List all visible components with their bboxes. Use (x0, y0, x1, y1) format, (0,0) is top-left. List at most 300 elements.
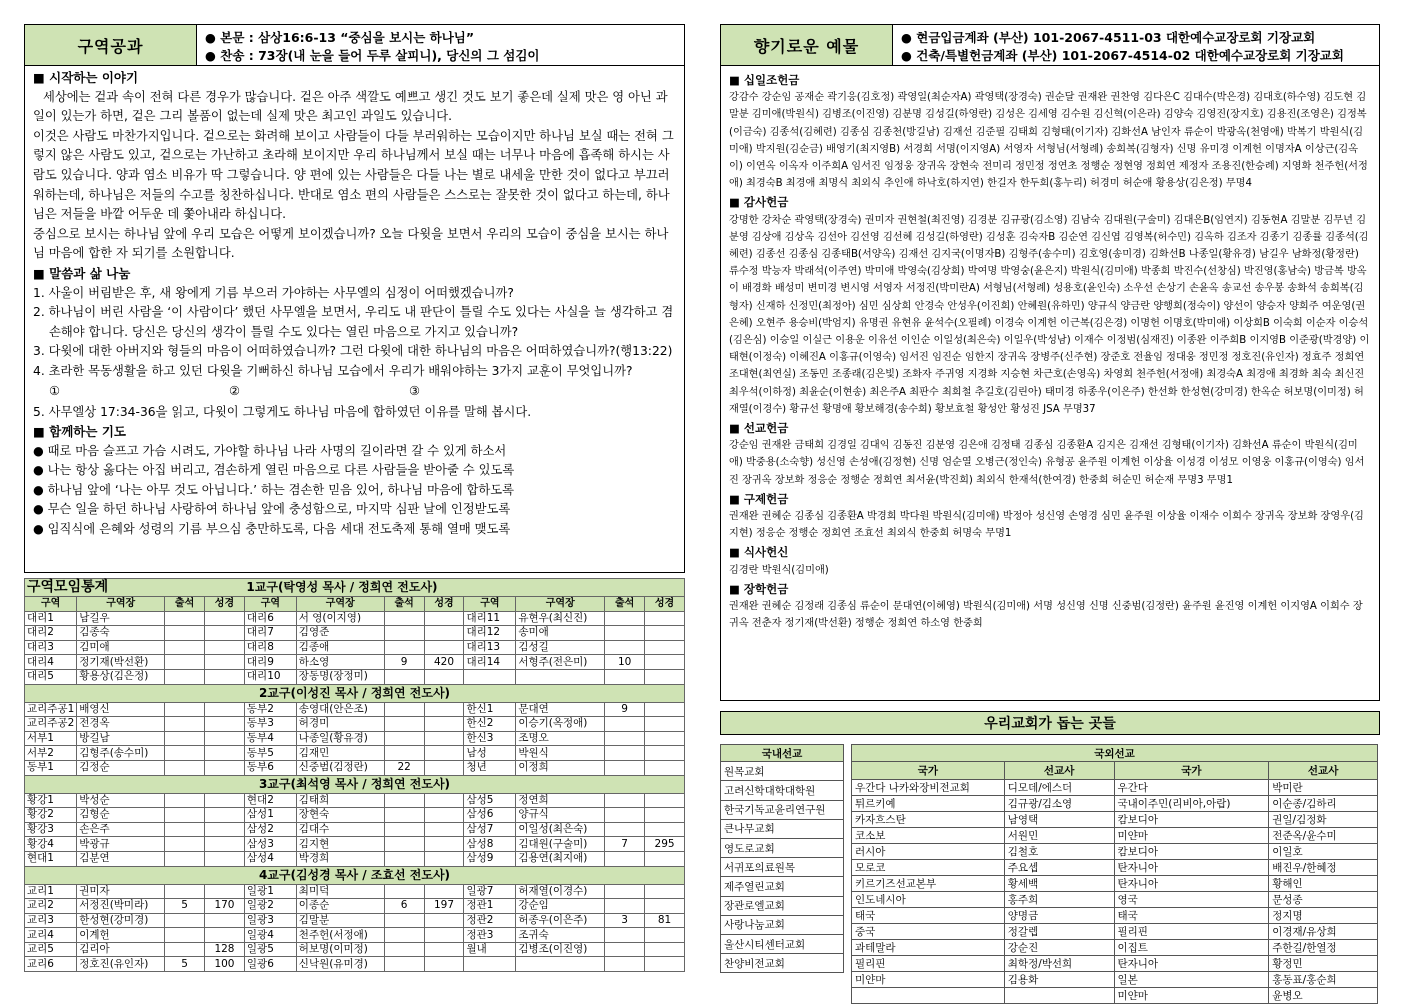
bible-count (424, 822, 464, 837)
mission-country: 과테말라 (852, 939, 1005, 955)
attendance-count (384, 611, 424, 626)
attendance-count (605, 626, 645, 641)
attendance-stats-table (24, 578, 685, 972)
district-name: 교리1 (25, 884, 77, 899)
support-title: 우리교회가 돕는 곳들 (984, 716, 1116, 732)
leader-name: 김종애 (296, 640, 384, 655)
table-row (25, 899, 685, 914)
bible-count (205, 655, 245, 670)
leader-name: 신중범(김정란) (296, 760, 384, 775)
table-row (25, 611, 685, 626)
leader-name: 서형주(전은미) (516, 655, 605, 670)
attendance-count (605, 611, 645, 626)
mission-row (852, 955, 1378, 971)
leader-name: 김지현 (296, 837, 384, 852)
district-name: 정관3 (464, 928, 516, 943)
district-name: 동부2 (244, 702, 296, 717)
general-account-line: ● 현금입금계좌 (부산) 101-2067-4511-03 대한예수교장로회 기장교회 (901, 30, 1316, 45)
attendance-count (384, 626, 424, 641)
mission-country: 캄보디아 (1114, 843, 1269, 859)
lesson-body (24, 65, 685, 573)
leader-name: 전경옥 (77, 717, 165, 732)
blank-3: ③ (409, 383, 421, 398)
leader-name: 허종우(이은주) (516, 913, 605, 928)
table-row (25, 793, 685, 808)
district-name: 대리8 (244, 640, 296, 655)
table-row (25, 942, 685, 957)
district-name: 일광1 (244, 884, 296, 899)
leader-name: 김형순 (77, 808, 165, 823)
table-row (25, 669, 685, 684)
bible-count (205, 669, 245, 684)
district-name: 동부5 (244, 746, 296, 761)
leader-name: 김용연(최지애) (516, 851, 605, 866)
mission-country: 카자흐스탄 (852, 811, 1005, 827)
district-name: 청년 (464, 760, 516, 775)
bible-count (424, 913, 464, 928)
attendance-count (165, 746, 205, 761)
leader-name: 김정순 (77, 760, 165, 775)
attendance-count (605, 808, 645, 823)
district-name: 교리5 (25, 942, 77, 957)
attendance-count (384, 928, 424, 943)
mission-country: 코소보 (852, 827, 1005, 843)
leader-name: 정연희 (516, 793, 605, 808)
table-row (25, 822, 685, 837)
mission-country: 탄자니아 (1114, 875, 1269, 891)
prayer-2: ● 나는 항상 옳다는 아집 버리고, 겸손하게 열린 마음으로 다른 사람들을 받아줄 수 있도록 (33, 463, 515, 478)
col-header: 출석 (165, 597, 205, 612)
mission-country: 필리핀 (1114, 923, 1269, 939)
leader-name: 김영준 (296, 626, 384, 641)
bible-count (424, 942, 464, 957)
district-title: 2교구(이성진 목사 / 정희연 전도사) (25, 684, 685, 702)
district-title: 1교구(탁영성 목사 / 정희연 전도사) (244, 579, 684, 597)
district-name: 삼성8 (464, 837, 516, 852)
district-name: 현대2 (244, 793, 296, 808)
attendance-count (165, 793, 205, 808)
mission-row (852, 923, 1378, 939)
mission-country: 중국 (852, 923, 1005, 939)
overseas-header: 국외선교 (852, 745, 1378, 762)
attendance-count (165, 655, 205, 670)
mission-missionary: 박미란 (1269, 779, 1378, 795)
attendance-count (384, 702, 424, 717)
attendance-count (165, 942, 205, 957)
attendance-count: 9 (605, 702, 645, 717)
bible-count (645, 626, 685, 641)
bible-count (424, 957, 464, 972)
offering-category-heading: ■ 구제헌금 (729, 491, 789, 506)
offering-names: 권재완 권혜순 김종심 김종환A 박경희 박다원 박원식(김미애) 박정아 성신영 손영경 심민 윤주원 이상율 이재수 이희수 장귀옥 장보화 장영우(김지현) 정응순 정행순 정희연 조효선 최외식 한중희 허명숙 무명1 (729, 511, 1364, 540)
attendance-count (165, 837, 205, 852)
leader-name: 박원식 (516, 746, 605, 761)
attendance-count (165, 928, 205, 943)
col-header: 구역장 (296, 597, 384, 612)
mission-missionary: 정지명 (1269, 907, 1378, 923)
mission-missionary: 홍동표/홍순희 (1269, 971, 1378, 987)
district-name: 동부3 (244, 717, 296, 732)
table-row (25, 808, 685, 823)
attendance-count: 22 (384, 760, 424, 775)
table-row (25, 837, 685, 852)
leader-name (516, 957, 605, 972)
leader-name: 박경희 (296, 851, 384, 866)
table-row (25, 851, 685, 866)
bible-count (205, 626, 245, 641)
mission-country: 키르기즈선교본부 (852, 875, 1005, 891)
offerings-list (720, 65, 1380, 701)
col-header: 성경 (424, 597, 464, 612)
leader-name: 김종숙 (77, 626, 165, 641)
mission-missionary: 디모데/에스더 (1004, 779, 1114, 795)
district-name (464, 669, 516, 684)
attendance-count (384, 822, 424, 837)
leader-name: 허보명(이미정) (296, 942, 384, 957)
leader-name: 나종일(황유경) (296, 731, 384, 746)
bible-count (424, 928, 464, 943)
attendance-count: 9 (384, 655, 424, 670)
bible-count (645, 731, 685, 746)
attendance-count (165, 626, 205, 641)
mission-row (852, 891, 1378, 907)
bible-count (424, 731, 464, 746)
district-name: 황강2 (25, 808, 77, 823)
offerings-header (720, 24, 1380, 66)
attendance-count: 6 (384, 899, 424, 914)
district-name: 황강1 (25, 793, 77, 808)
bible-count (205, 808, 245, 823)
col-header: 구역장 (516, 597, 605, 612)
lesson-header-title: 구역공과 (25, 25, 197, 65)
bible-count (645, 702, 685, 717)
offering-category-heading: ■ 장학헌금 (729, 581, 789, 596)
leader-name: 방길남 (77, 731, 165, 746)
bible-count (645, 760, 685, 775)
district-name: 동부4 (244, 731, 296, 746)
leader-name: 허재열(이경수) (516, 884, 605, 899)
bible-count (645, 611, 685, 626)
bible-count (205, 928, 245, 943)
attendance-count (605, 731, 645, 746)
district-name: 동부1 (25, 760, 77, 775)
district-name: 대리10 (244, 669, 296, 684)
table-row (25, 640, 685, 655)
attendance-count (605, 928, 645, 943)
bible-count (424, 746, 464, 761)
district-name: 삼성9 (464, 851, 516, 866)
offerings-header-title: 향기로운 예물 (721, 25, 893, 65)
leader-name: 조귀숙 (516, 928, 605, 943)
domestic-mission-item: 고려신학대학대학원 (721, 781, 844, 800)
table-row (25, 928, 685, 943)
table-row (25, 957, 685, 972)
col-header: 구역장 (77, 597, 165, 612)
attendance-count: 5 (165, 899, 205, 914)
mission-country: 모로코 (852, 859, 1005, 875)
leader-name: 김말분 (296, 913, 384, 928)
intro-paragraph-1: 세상에는 겉과 속이 전혀 다른 경우가 많습니다. 겉은 아주 색깔도 예쁘고 생긴 것도 보기 좋은데 실제 맛은 영 아닌 과일이 있는가 하면, 겉은 그리 볼품이 없는데 실제 맛은 최고인 과일도 있습니다. (33, 89, 668, 124)
district-name: 황강4 (25, 837, 77, 852)
attendance-count (384, 717, 424, 732)
mission-country: 이집트 (1114, 939, 1269, 955)
bible-count (645, 746, 685, 761)
leader-name: 김미애 (77, 640, 165, 655)
table-row (25, 746, 685, 761)
district-name: 삼성1 (244, 808, 296, 823)
mission-missionary: 황해인 (1269, 875, 1378, 891)
col-missionary-1: 선교사 (1004, 762, 1114, 779)
mission-missionary: 문성종 (1269, 891, 1378, 907)
attendance-count (165, 702, 205, 717)
attendance-count: 5 (165, 957, 205, 972)
bible-count (645, 808, 685, 823)
attendance-count: 7 (605, 837, 645, 852)
offering-names: 강감수 강순임 공재순 곽기응(김호정) 곽영일(최순자A) 곽영택(장경숙) 권순달 권재완 권찬영 김다은C 김대수(박은경) 김대호(하수영) 김도현 김말분 김미애(박원식) 김병조(이진영) 김분명 김성길(하영란) 김성은 김세영 김수원 김신혁(이은라) 김양숙 김영진(장지호) 김용진(조영은) 김정복(이금숙) 김종석(김혜련) 김종심 김종천(방길남) 김재선 김준필 김태희 김형태(이기자) 김화선A 남인자 류순이 박광옥(천영애) 박복기 박원식(김미애) 박지원(김순금) 배영기(최지영B) 서경희 서명(이지영A) 서영자 서형님(서형례) 송희복(김형자) 신명 유미경 이계헌 이명자A 이상근(김옥이) 이연옥 이옥자 이주희A 임서진 임정웅 장귀옥 장현숙 전미리 정민정 정연초 정행순 정현영 정희연 제정자 조용진(한승례) 지영화 천주헌(서정애) 최경숙B 최경애 최명식 최외식 추인애 하낙호(하지연) 한길자 한두희(홍누리) 허경미 허순애 황용상(김은정) 무명4 (729, 92, 1368, 190)
bible-count (645, 640, 685, 655)
district-name: 교리2 (25, 899, 77, 914)
table-row (25, 717, 685, 732)
district-name: 대리12 (464, 626, 516, 641)
attendance-count (165, 731, 205, 746)
attendance-count (605, 746, 645, 761)
attendance-count (605, 851, 645, 866)
district-name: 한신3 (464, 731, 516, 746)
leader-name: 배영신 (77, 702, 165, 717)
offering-category-heading: ■ 식사헌신 (729, 545, 789, 560)
mission-country (852, 987, 1005, 1003)
intro-paragraph-2: 이것은 사람도 마찬가지입니다. 겉으로는 화려해 보이고 사람들이 다들 부러워하는 모습이지만 하나님 보실 때는 전혀 그렇지 않은 사람도 있고, 겉으로는 가난하고 초라해 보이지만 우리 하나님께서 보실 때는 너무나 마음에 흡족해 하시는 사람도 있습니다. 양과 염소 비유가 딱 그렇습니다. 양 편에 있는 사람들은 다들 나는 별로 내세울 만한 것이 없다고 부끄러워하는데, 하나님은 저들의 수고를 칭찬하십니다. 반대로 염소 편의 사람들은 스스로는 잘못한 것이 없다고 하는데, 하나님은 저들을 바깥 어두운 데 쫓아내라 하십니다. (33, 128, 674, 222)
district-name: 일광6 (244, 957, 296, 972)
attendance-count (384, 851, 424, 866)
district-name: 대리2 (25, 626, 77, 641)
offering-names: 권재완 권혜순 김정래 김종심 류순이 문대연(이혜영) 박원식(김미애) 서명 성신영 신명 신중범(김정란) 윤주원 윤진영 이계헌 이지영A 이희수 장귀옥 전춘자 정기재(박선환) 정행순 정희연 하소영 한중희 (729, 601, 1363, 630)
mission-country: 미얀마 (852, 971, 1005, 987)
leader-name: 송영대(안은조) (296, 702, 384, 717)
mission-country: 일본 (1114, 971, 1269, 987)
leader-name: 손은주 (77, 822, 165, 837)
domestic-header: 국내선교 (721, 745, 844, 762)
attendance-count (165, 913, 205, 928)
mission-missionary: 배진우/한혜정 (1269, 859, 1378, 875)
bible-count: 128 (205, 942, 245, 957)
domestic-mission-item: 한국기독교윤리연구원 (721, 800, 844, 819)
blank-1: ① (49, 383, 61, 398)
leader-name: 장현숙 (296, 808, 384, 823)
bible-count: 170 (205, 899, 245, 914)
mission-missionary: 남영택 (1004, 811, 1114, 827)
mission-country: 러시아 (852, 843, 1005, 859)
question-3: 3. 다윗에 대한 아버지와 형들의 마음이 어떠하였습니까? 그런 다윗에 대한 하나님의 마음은 어떠하였습니까?(행13:22) (33, 344, 673, 359)
bible-count (205, 793, 245, 808)
attendance-count (165, 760, 205, 775)
bible-count (645, 942, 685, 957)
attendance-count (605, 957, 645, 972)
leader-name: 김재민 (296, 746, 384, 761)
mission-missionary: 이경재/유상희 (1269, 923, 1378, 939)
leader-name: 이종순 (296, 899, 384, 914)
bible-count (645, 928, 685, 943)
mission-missionary: 주한길/한열정 (1269, 939, 1378, 955)
attendance-count: 10 (605, 655, 645, 670)
bible-count (645, 851, 685, 866)
leader-name: 천주헌(서정애) (296, 928, 384, 943)
bible-count (424, 626, 464, 641)
leader-name: 박광규 (77, 837, 165, 852)
leader-name: 조명오 (516, 731, 605, 746)
mission-missionary: 이순종/김하리 (1269, 795, 1378, 811)
mission-row (852, 779, 1378, 795)
attendance-count (605, 942, 645, 957)
talk-heading: ■ 말씀과 삶 나눔 (33, 265, 131, 281)
district-name: 삼성6 (464, 808, 516, 823)
offering-category-heading: ■ 감사헌금 (729, 195, 789, 210)
leader-name: 정호진(유인자) (77, 957, 165, 972)
question-4: 4. 초라한 목동생활을 하고 있던 다윗을 기뻐하신 하나님 모습에서 우리가 배워야하는 3가지 교훈이 무엇입니까? (33, 363, 633, 378)
mission-country: 태국 (852, 907, 1005, 923)
district-name (464, 957, 516, 972)
attendance-count (384, 793, 424, 808)
question-1: 1. 사울이 버림받은 후, 새 왕에게 기름 부으러 가야하는 사무엘의 심정이 어떠했겠습니까? (33, 285, 514, 300)
attendance-count (384, 808, 424, 823)
prayer-5: ● 임직식에 은혜와 성령의 기름 부으심 충만하도록, 다음 세대 전도축제 통해 열매 맺도록 (33, 522, 511, 537)
table-row (25, 884, 685, 899)
district-name: 일광4 (244, 928, 296, 943)
mission-missionary: 최학정/박선희 (1004, 955, 1114, 971)
mission-row (852, 811, 1378, 827)
district-name: 대리14 (464, 655, 516, 670)
district-name: 삼성2 (244, 822, 296, 837)
attendance-count (605, 760, 645, 775)
attendance-count (165, 640, 205, 655)
bible-count (424, 760, 464, 775)
bible-count (424, 793, 464, 808)
scripture-line: ● 본문 : 삼상16:6-13 “중심을 보시는 하나님” (205, 30, 475, 45)
lesson-header (24, 24, 685, 66)
attendance-count (165, 851, 205, 866)
mission-missionary: 김철호 (1004, 843, 1114, 859)
leader-name: 이일성(최은숙) (516, 822, 605, 837)
district-name: 교리6 (25, 957, 77, 972)
district-name: 정관2 (464, 913, 516, 928)
bible-count (205, 640, 245, 655)
domestic-mission-item: 원목교회 (721, 762, 844, 781)
col-header: 구역 (244, 597, 296, 612)
bible-count (645, 669, 685, 684)
mission-missionary: 정갈렙 (1004, 923, 1114, 939)
leader-name: 이정희 (516, 760, 605, 775)
attendance-count (384, 746, 424, 761)
mission-missionary: 윤병오 (1269, 987, 1378, 1003)
attendance-count (605, 884, 645, 899)
col-country-2: 국가 (1114, 762, 1269, 779)
hymn-line: ● 찬송 : 73장(내 눈을 들어 두루 살피니), 당신의 그 섬김이 (205, 48, 540, 63)
leader-name: 문대연 (516, 702, 605, 717)
leader-name: 하소영 (296, 655, 384, 670)
mission-missionary: 황세백 (1004, 875, 1114, 891)
leader-name: 김대원(구술미) (516, 837, 605, 852)
bible-count (205, 822, 245, 837)
attendance-count (165, 822, 205, 837)
account-info (893, 25, 1379, 65)
blank-2: ② (229, 383, 241, 398)
district-name: 대리11 (464, 611, 516, 626)
leader-name: 장동명(장정미) (296, 669, 384, 684)
building-account-line: ● 건축/특별헌금계좌 (부산) 101-2067-4514-02 대한예수교장로회 기장교회 (901, 48, 1344, 63)
mission-row (852, 827, 1378, 843)
district-name: 교리3 (25, 913, 77, 928)
district-name: 월내 (464, 942, 516, 957)
bible-count (424, 702, 464, 717)
mission-missionary: 강순진 (1004, 939, 1114, 955)
bible-count (205, 702, 245, 717)
mission-row (852, 939, 1378, 955)
bible-count: 81 (645, 913, 685, 928)
attendance-count (165, 611, 205, 626)
domestic-mission-item: 서귀포의료원목 (721, 858, 844, 877)
district-name: 대리1 (25, 611, 77, 626)
leader-name: 강순임 (516, 899, 605, 914)
leader-name: 송미애 (516, 626, 605, 641)
attendance-count (605, 899, 645, 914)
question-5: 5. 사무엘상 17:34-36을 읽고, 다윗이 그렇게도 하나님 마음에 합하였던 이유를 말해 봅시다. (33, 404, 532, 419)
mission-missionary: 홍주희 (1004, 891, 1114, 907)
attendance-count (384, 913, 424, 928)
offering-names: 김경란 박원식(김미애) (729, 564, 829, 576)
prayer-heading: ■ 함께하는 기도 (33, 424, 126, 440)
district-name: 한신2 (464, 717, 516, 732)
mission-row (852, 987, 1378, 1003)
col-header: 구역 (25, 597, 77, 612)
district-name: 삼성3 (244, 837, 296, 852)
attendance-count (384, 669, 424, 684)
col-missionary-2: 선교사 (1269, 762, 1378, 779)
lesson-header-info (197, 25, 684, 65)
leader-name: 양규식 (516, 808, 605, 823)
bible-count (645, 899, 685, 914)
domestic-mission-item: 사랑나눔교회 (721, 915, 844, 934)
bible-count (205, 746, 245, 761)
district-name: 서부1 (25, 731, 77, 746)
bible-count (205, 611, 245, 626)
district-name: 서부2 (25, 746, 77, 761)
leader-name: 김분연 (77, 851, 165, 866)
attendance-count (384, 640, 424, 655)
mission-row (852, 843, 1378, 859)
mission-country: 영국 (1114, 891, 1269, 907)
attendance-count (605, 669, 645, 684)
domestic-mission-item: 제주열린교회 (721, 877, 844, 896)
attendance-count (605, 793, 645, 808)
district-name: 황강3 (25, 822, 77, 837)
leader-name: 서정진(박미라) (77, 899, 165, 914)
district-title: 4교구(김성경 목사 / 조효선 전도사) (25, 866, 685, 884)
mission-country: 캄보디아 (1114, 811, 1269, 827)
leader-name: 황용상(김은정) (77, 669, 165, 684)
mission-row (852, 971, 1378, 987)
district-name: 교리주공2 (25, 717, 77, 732)
attendance-count (384, 731, 424, 746)
leader-name: 정기재(박선환) (77, 655, 165, 670)
attendance-count (605, 822, 645, 837)
district-name: 삼성4 (244, 851, 296, 866)
mission-country: 태국 (1114, 907, 1269, 923)
mission-country: 튀르키예 (852, 795, 1005, 811)
overseas-missions-table (851, 744, 1378, 1004)
mission-missionary: 이일호 (1269, 843, 1378, 859)
domestic-mission-item: 영도로교회 (721, 839, 844, 858)
district-name: 일광2 (244, 899, 296, 914)
